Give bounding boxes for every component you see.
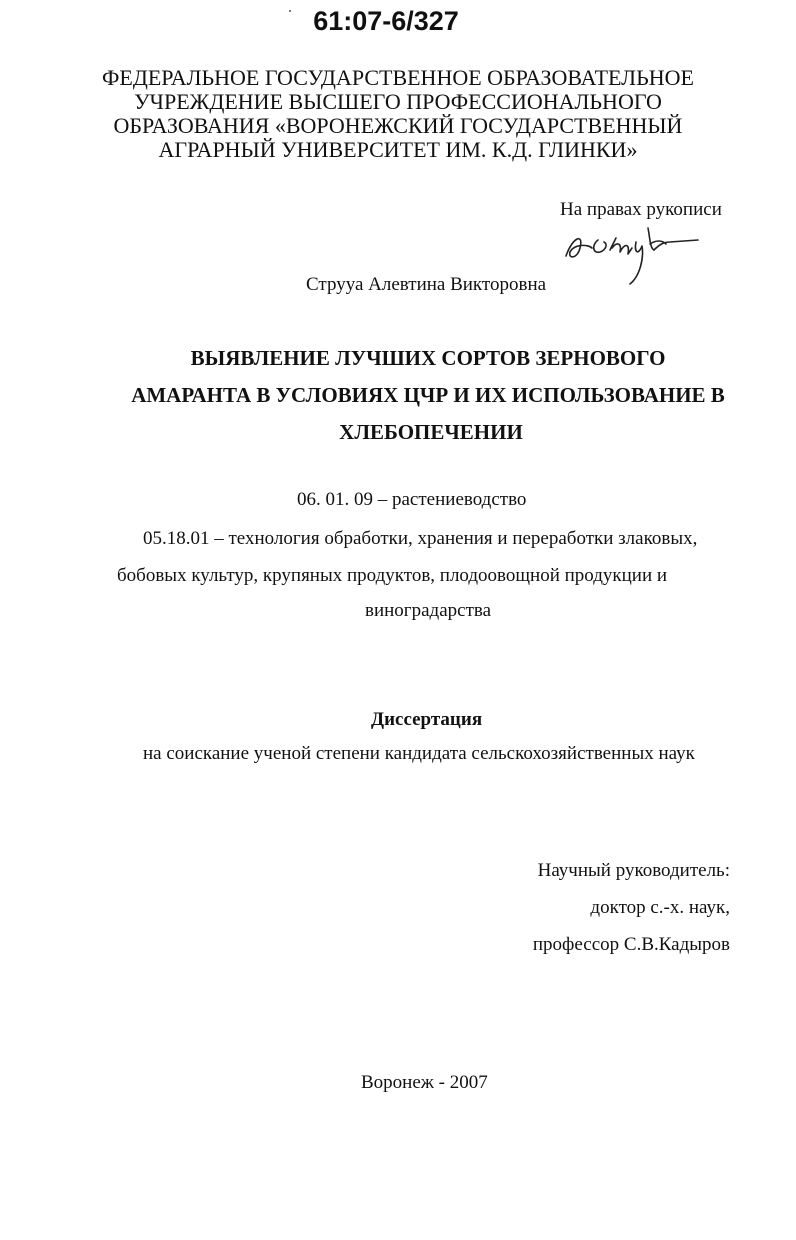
specialty-food-technology-line1: 05.18.01 – технология обработки, хранения и переработки злаковых, (143, 528, 698, 549)
title-line: ХЛЕБОПЕЧЕНИИ (339, 420, 523, 444)
handwritten-signature (558, 218, 708, 288)
supervisor-name: профессор С.В.Кадыров (532, 934, 730, 955)
organization-block (0, 66, 796, 162)
supervisor-block (533, 852, 730, 963)
organization-line: АГРАРНЫЙ УНИВЕРСИТЕТ ИМ. К.Д. ГЛИНКИ» (158, 137, 638, 162)
organization-line: ОБРАЗОВАНИЯ «ВОРОНЕЖСКИЙ ГОСУДАРСТВЕННЫЙ (113, 113, 683, 138)
degree-statement: на соискание ученой степени кандидата сельскохозяйственных наук (143, 743, 695, 764)
specialty-plant-growing: 06. 01. 09 – растениеводство (297, 489, 527, 510)
title-line: АМАРАНТА В УСЛОВИЯХ ЦЧР И ИХ ИСПОЛЬЗОВАНИЕ В (131, 383, 725, 407)
catalog-number: 61:07-6/327 (313, 6, 459, 36)
supervisor-degree: доктор с.-х. наук, (590, 897, 730, 918)
dissertation-title (0, 340, 796, 451)
specialty-food-technology-line3: виноградарства (365, 600, 492, 621)
specialty-food-technology-line2: бобовых культур, крупяных продуктов, плодоовощной продукции и (117, 565, 668, 586)
city-year: Воронеж - 2007 (361, 1072, 488, 1093)
document-type: Диссертация (371, 709, 483, 730)
manuscript-rights: На правах рукописи (560, 199, 722, 220)
organization-line: УЧРЕЖДЕНИЕ ВЫСШЕГО ПРОФЕССИОНАЛЬНОГО (134, 89, 662, 114)
author-name: Струуа Алевтина Викторовна (306, 274, 547, 295)
title-line: ВЫЯВЛЕНИЕ ЛУЧШИХ СОРТОВ ЗЕРНОВОГО (190, 346, 666, 370)
organization-line: ФЕДЕРАЛЬНОЕ ГОСУДАРСТВЕННОЕ ОБРАЗОВАТЕЛЬНОЕ (102, 65, 694, 90)
supervisor-label: Научный руководитель: (537, 860, 730, 881)
